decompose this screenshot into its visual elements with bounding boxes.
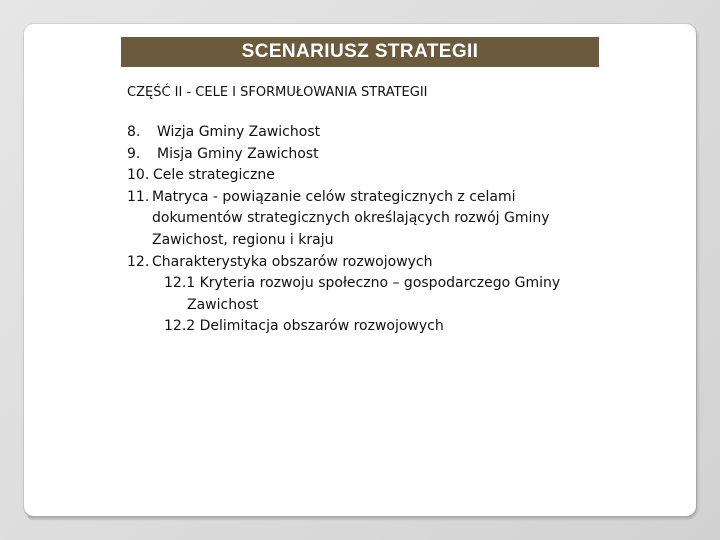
list-item xyxy=(127,165,607,187)
item-text: Wizja Gminy Zawichost xyxy=(157,124,321,140)
list-item-continuation xyxy=(127,208,607,230)
sub-list-item-continuation xyxy=(127,295,607,317)
slide-card xyxy=(24,24,696,516)
sub-list-item xyxy=(127,316,607,338)
list-item xyxy=(127,144,607,166)
sub-item-text: 12.2 Delimitacja obszarów rozwojowych xyxy=(164,318,444,335)
item-number: 8. xyxy=(127,124,141,140)
sub-item-text-continuation: Zawichost xyxy=(187,296,259,313)
item-text: Cele strategiczne xyxy=(153,167,275,184)
item-number: 12. xyxy=(127,253,150,270)
section-subtitle: CZĘŚĆ II - CELE I SFORMUŁOWANIA STRATEGII xyxy=(127,85,428,100)
item-text: Matryca - powiązanie celów strategicznych z celami xyxy=(152,188,516,205)
list-item-continuation xyxy=(127,230,607,252)
item-text-continuation: Zawichost, regionu i kraju xyxy=(152,231,334,248)
list-item xyxy=(127,252,607,274)
item-text: Charakterystyka obszarów rozwojowych xyxy=(152,253,433,270)
item-text: Misja Gminy Zawichost xyxy=(157,145,319,162)
sub-list-item xyxy=(127,273,607,295)
item-text-continuation: dokumentów strategicznych określających rozwój Gminy xyxy=(152,210,550,227)
item-number: 9. xyxy=(127,145,141,162)
item-number: 11. xyxy=(127,188,150,205)
slide-title: SCENARIUSZ STRATEGII xyxy=(121,37,599,67)
table-of-contents xyxy=(127,122,607,338)
sub-item-text: 12.1 Kryteria rozwoju społeczno – gospodarczego Gminy xyxy=(164,275,561,292)
item-number: 10. xyxy=(127,167,150,184)
list-item xyxy=(127,187,607,209)
list-item xyxy=(127,122,607,144)
